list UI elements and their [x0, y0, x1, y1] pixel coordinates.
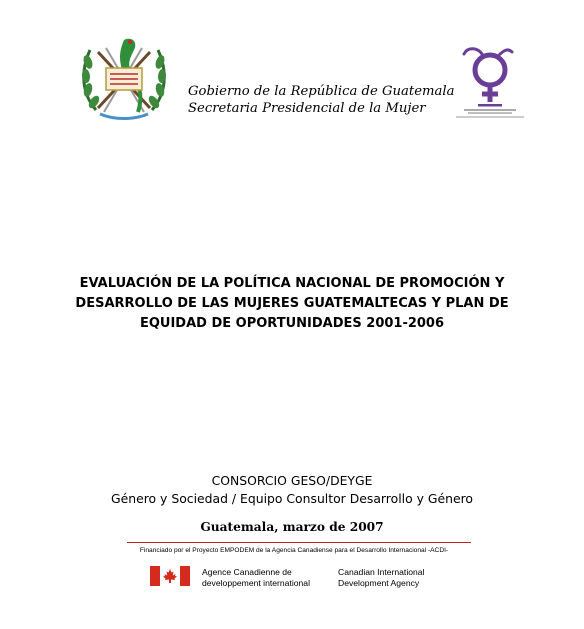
agency-en-line-1: Canadian International	[338, 567, 425, 577]
header-text	[188, 83, 453, 117]
seprem-logo	[450, 40, 530, 122]
funding-note: Financiado por el Proyecto EMPODEM de la Agencia Canadiense para el Desarrollo Internacional -ACDI-	[139, 547, 449, 554]
agency-name-french	[202, 567, 310, 588]
title-line-2: DESARROLLO DE LAS MUJERES GUATEMALTECAS Y PLAN DE	[75, 296, 509, 311]
consortium-full-name: Género y Sociedad / Equipo Consultor Desarrollo y Género	[111, 491, 473, 506]
agency-name-english	[338, 567, 424, 588]
agency-en-line-2: Development Agency	[338, 577, 420, 588]
coat-of-arms-icon	[78, 32, 170, 122]
place-and-date: Guatemala, marzo de 2007	[200, 520, 384, 534]
agency-fr-line-1: Agence Canadienne de	[202, 567, 292, 577]
canada-flag-icon	[150, 566, 190, 586]
title-line-3: EQUIDAD DE OPORTUNIDADES 2001-2006	[139, 316, 445, 331]
title-line-1: EVALUACIÓN DE LA POLÍTICA NACIONAL DE PROMOCIÓN Y	[79, 276, 505, 291]
footer-divider	[127, 542, 471, 543]
consortium-name: CONSORCIO GESO/DEYGE	[211, 473, 373, 488]
government-name: Gobierno de la República de Guatemala	[188, 84, 455, 99]
consortium-block	[0, 472, 584, 508]
document-title	[62, 274, 522, 334]
agency-fr-line-2: developpement international	[202, 577, 310, 588]
secretariat-name: Secretaria Presidencial de la Mujer	[188, 101, 426, 116]
